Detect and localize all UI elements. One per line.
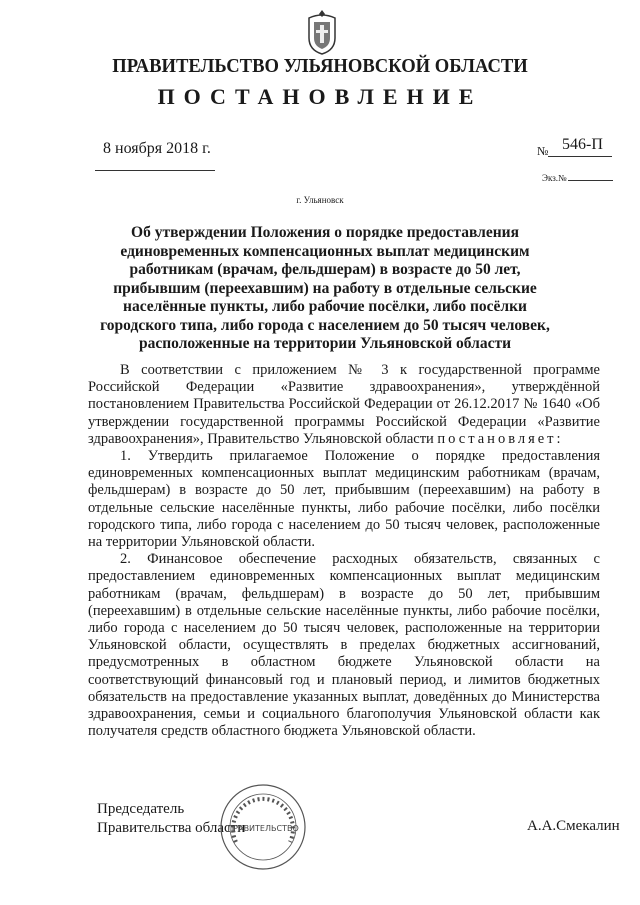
official-seal — [218, 782, 308, 872]
signatory-title-line2: Правительства области — [97, 820, 246, 836]
date-underline — [95, 170, 215, 171]
paragraph-1: 1. Утвердить прилагаемое Положение о порядке предоставления единовременных компенсационных выплат медицинским работникам (врачам, фельдшерам) в возрасте до 50 лет, прибывшим (переехавшим) на работу в отдельные сельские населённые пункты, либо рабочие посёлки, либо посёлки городского типа, либо города с населением до 50 тысяч человек, расположенные на территории Ульяновской области. — [88, 448, 600, 551]
document-number: 546-П — [562, 136, 603, 153]
signatory-title-line1: Председатель — [97, 801, 185, 817]
number-underline — [548, 156, 612, 157]
document-body — [88, 362, 600, 740]
coat-of-arms-icon — [305, 8, 339, 56]
number-label: № — [537, 144, 549, 158]
copy-number-underline — [568, 180, 613, 181]
svg-text:ПРАВИТЕЛЬСТВО: ПРАВИТЕЛЬСТВО — [227, 824, 299, 833]
signatory-name: А.А.Смекалин — [527, 818, 620, 834]
paragraph-2: 2. Финансовое обеспечение расходных обязательств, связанных с предоставлением единовременных компенсационных выплат медицинским работникам (врачам, фельдшерам) в возрасте до 50 лет, прибывшим (переехавшим) в отдельные сельские населённые пункты, либо рабочие посёлки, либо города с населением до 50 тысяч человек, расположенные на территории Ульяновской области, осуществлять в пределах бюджетных ассигнований, предусмотренных в областном бюджете Ульяновской области на соответствующий финансовый год и плановый период, и лимитов бюджетных обязательств на предоставление указанных выплат, доведённых до Министерства здравоохранения, семьи и социального благополучия Ульяновской области как получателя средств областного бюджета Ульяновской области. — [88, 551, 600, 740]
government-title: ПРАВИТЕЛЬСТВО УЛЬЯНОВСКОЙ ОБЛАСТИ — [112, 55, 528, 77]
city: г. Ульяновск — [296, 195, 344, 205]
document-type: ПОСТАНОВЛЕНИЕ — [157, 84, 483, 109]
document-subject: Об утверждении Положения о порядке предоставления единовременных компенсационных выплат медицинским работникам (врачам, фельдшерам) в возрасте до 50 лет, прибывшим (переехавшим) на работу в отдельные сельские населённые пункты, либо рабочие посёлки, либо посёлки городского типа, либо города с населением до 50 тысяч человек, расположенные на территории Ульяновской области — [100, 224, 550, 352]
intro-paragraph — [88, 362, 600, 448]
document-date: 8 ноября 2018 г. — [103, 140, 211, 157]
intro-text: В соответствии с приложением № 3 к государственной программе Российской Федерации «Развитие здравоохранения», утверждённой постановлением Правительства Российской Федерации от 26.12.2017 № 1640 «Об утверждении государственной программы Российской Федерации «Развитие здравоохранения», Правительство Ульяновской области — [88, 362, 600, 447]
intro-verb: постановляет: — [437, 430, 564, 447]
copy-number-label: Экз.№ — [542, 173, 567, 183]
